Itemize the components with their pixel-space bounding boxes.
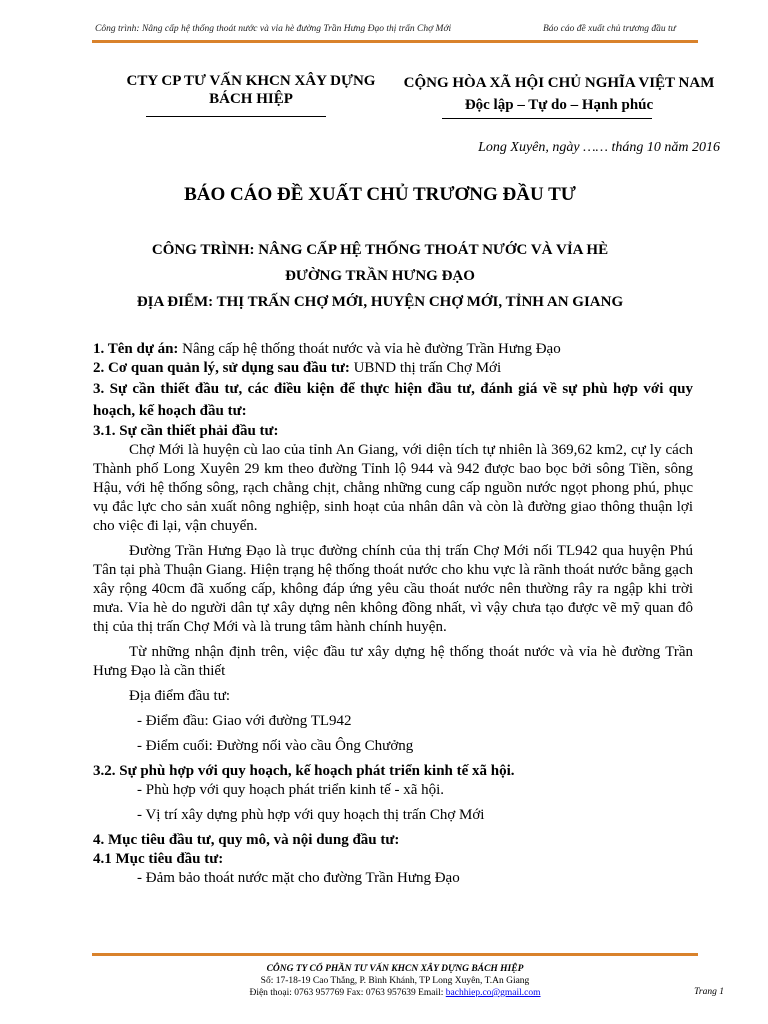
section-3-1-text: 3.1. Sự cần thiết phải đầu tư: xyxy=(93,423,279,439)
section-2-text: UBND thị trấn Chợ Mới xyxy=(349,360,502,376)
location-end: - Điểm cuối: Đường nối vào cầu Ông Chưởng xyxy=(137,738,414,754)
nation-block xyxy=(392,72,726,116)
footer-rule xyxy=(92,953,698,956)
page-number: Trang 1 xyxy=(694,987,724,997)
header-right: Báo cáo đề xuất chủ trương đầu tư xyxy=(543,24,676,34)
nation-motto: Độc lập – Tự do – Hạnh phúc xyxy=(464,97,654,113)
project-heading xyxy=(60,237,700,315)
section-1 xyxy=(93,340,693,359)
footer-company: CÔNG TY CỔ PHẦN TƯ VẤN KHCN XÂY DỰNG BÁCH HIỆP xyxy=(266,964,524,974)
project-location: ĐỊA ĐIỂM: THỊ TRẤN CHỢ MỚI, HUYỆN CHỢ MỚI, TỈNH AN GIANG xyxy=(136,294,624,310)
section-2 xyxy=(93,359,693,378)
section-3-2-text: 3.2. Sự phù hợp với quy hoạch, kế hoạch phát triển kinh tế xã hội. xyxy=(93,763,515,779)
company-name-line1: CTY CP TƯ VẤN KHCN XÂY DỰNG xyxy=(126,73,376,89)
header-rule xyxy=(92,40,698,43)
company-block xyxy=(112,72,390,108)
section-2-label: 2. Cơ quan quản lý, sử dụng sau đầu tư: xyxy=(93,360,350,376)
section-3-2-heading xyxy=(93,762,693,781)
paragraph-3: Từ những nhận định trên, việc đầu tư xây dựng hệ thống thoát nước và vỉa hè đường Trần Hưng Đạo là cần thiết xyxy=(93,644,693,679)
nation-underline xyxy=(442,118,652,119)
document-title: BÁO CÁO ĐỀ XUẤT CHỦ TRƯƠNG ĐẦU TƯ xyxy=(184,184,576,205)
project-line2: ĐƯỜNG TRẦN HƯNG ĐẠO xyxy=(285,268,475,284)
footer-contact xyxy=(95,987,695,999)
location-label: Địa điểm đầu tư: xyxy=(129,688,231,704)
page-footer xyxy=(95,963,695,999)
section-4-1-item-1: - Đảm bảo thoát nước mặt cho đường Trần Hưng Đạo xyxy=(137,870,460,886)
footer-email-link[interactable]: bachhiep.co@gmail.com xyxy=(445,988,541,998)
paragraph-2: Đường Trần Hưng Đạo là trục đường chính của thị trấn Chợ Mới nối TL942 qua huyện Phú Tân tại phà Thuận Giang. Hiện trạng hệ thống thoát nước cho khu vực là rãnh thoát nước bằng gạch xây rộng 40cm đã xuống cấp, không đáp ứng yêu cầu thoát nước nên thường rây ra ngập khi trời mưa. Vỉa hè do người dân tự xây dựng nên không đồng nhất, vì vậy chưa tạo được vẽ mỹ quan đô thị của thị trấn Chợ Mới và là trung tâm hành chính huyện. xyxy=(93,543,693,635)
project-line1: CÔNG TRÌNH: NÂNG CẤP HỆ THỐNG THOÁT NƯỚC VÀ VỈA HÈ xyxy=(151,242,609,258)
section-3-heading xyxy=(93,378,693,422)
section-3-text: 3. Sự cần thiết đầu tư, các điều kiện để thực hiện đầu tư, đánh giá về sự phù hợp với quy hoạch, kế hoạch đầu tư: xyxy=(93,381,693,419)
section-3-2-item-1: - Phù hợp với quy hoạch phát triển kinh tế - xã hội. xyxy=(137,782,445,798)
header-left: Công trình: Nâng cấp hệ thống thoát nước và vỉa hè đường Trần Hưng Đạo thị trấn Chợ Mới xyxy=(95,24,452,34)
footer-address: Số: 17-18-19 Cao Thắng, P. Bình Khánh, TP Long Xuyên, T.An Giang xyxy=(260,976,530,986)
company-underline xyxy=(146,116,326,117)
document-body xyxy=(93,340,693,894)
nation-name: CỘNG HÒA XÃ HỘI CHỦ NGHĨA VIỆT NAM xyxy=(403,75,715,91)
section-1-text: Nâng cấp hệ thống thoát nước và vỉa hè đường Trần Hưng Đạo xyxy=(178,341,561,357)
footer-contact-text: Điện thoại: 0763 957769 Fax: 0763 957639 Email: xyxy=(249,988,446,998)
section-4-1-text: 4.1 Mục tiêu đầu tư: xyxy=(93,851,224,867)
section-3-1-heading xyxy=(93,422,693,441)
paragraph-1: Chợ Mới là huyện cù lao của tỉnh An Giang, với diện tích tự nhiên là 369,62 km2, cự ly cách Thành phố Long Xuyên 29 km theo đường Tỉnh lộ 944 và 942 được bao bọc bởi sông Tiền, sông Hậu, với hệ thống sông, rạch chằng chịt, chằng những cung cấp nguồn nước ngọt phong phú, phục vụ đắc lực cho sản xuất nông nghiệp, sinh hoạt của nhân dân và còn là đường giao thông thuận lợi cho việc đi lại, vận chuyển. xyxy=(93,442,693,534)
location-start: - Điểm đầu: Giao với đường TL942 xyxy=(137,713,352,729)
document-date: Long Xuyên, ngày …… tháng 10 năm 2016 xyxy=(478,140,720,155)
section-4-heading xyxy=(93,831,693,850)
section-4-1-heading xyxy=(93,850,693,869)
section-4-text: 4. Mục tiêu đầu tư, quy mô, và nội dung đầu tư: xyxy=(93,832,400,848)
section-3-2-item-2: - Vị trí xây dựng phù hợp với quy hoạch thị trấn Chợ Mới xyxy=(137,807,485,823)
company-name-line2: BÁCH HIỆP xyxy=(209,91,293,107)
section-1-label: 1. Tên dự án: xyxy=(93,341,179,357)
